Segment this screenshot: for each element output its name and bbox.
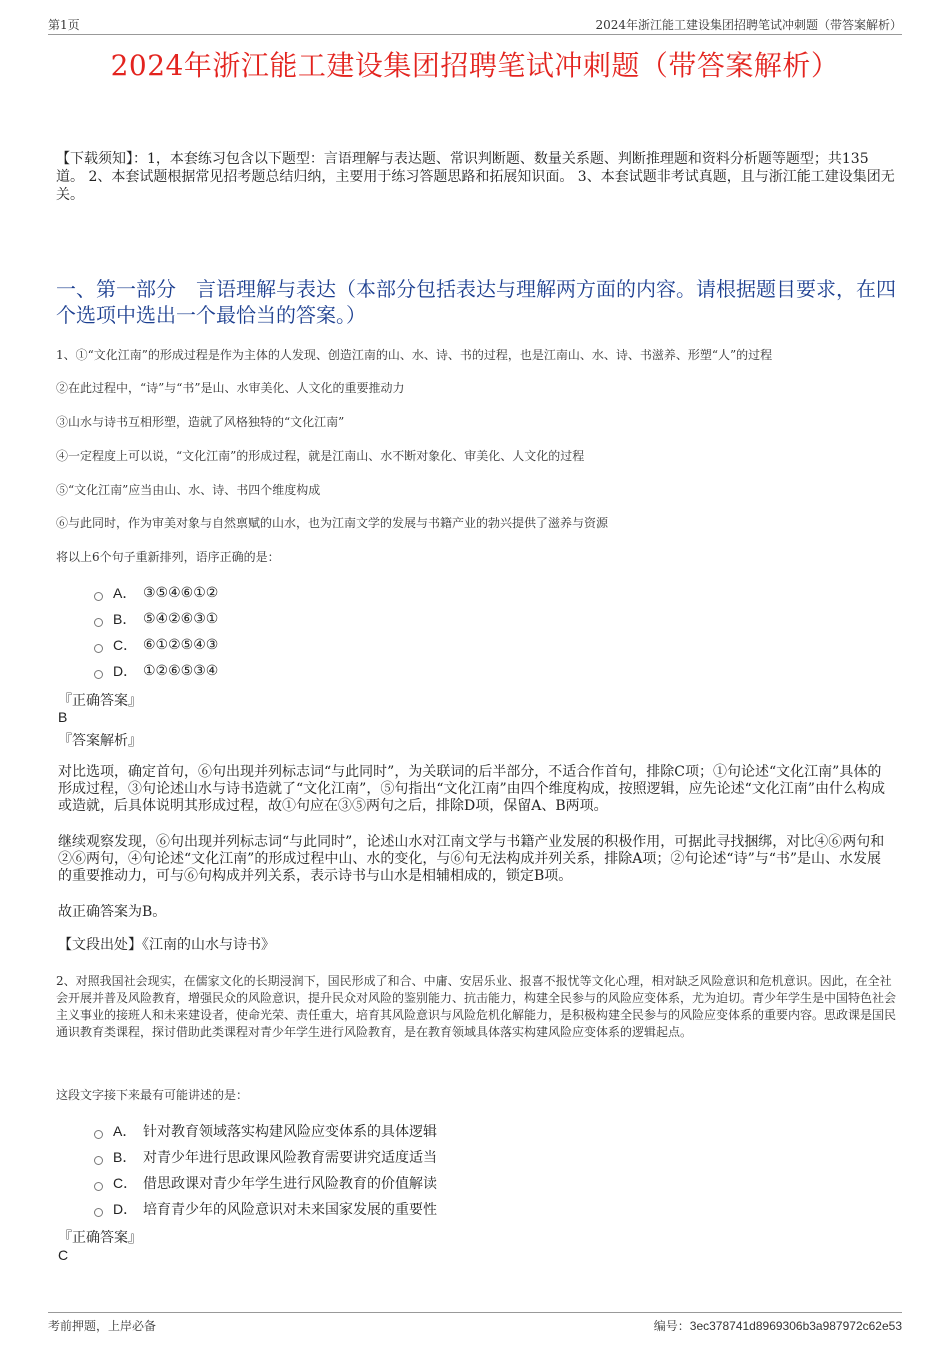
option-letter: C．: [113, 1175, 138, 1191]
option-letter: B．: [113, 611, 137, 627]
page-title: 2024年浙江能工建设集团招聘笔试冲刺题（带答案解析）: [110, 49, 840, 82]
q1-explanation-1: 对比选项，确定首句，⑥句出现并列标志词“与此同时”，为关联词的后半部分，不适合作首句，排除C项；①句论述“文化江南”具体的形成过程，③句论述山水与诗书造就了“文化江南”，⑤句指出“文化江南”由四个维度构成，按照逻辑，应先论述“文化江南”由什么构成或造就，后具体说明其形成过程，故①句应在③⑤两句之后，排除D项，保留A、B两项。: [58, 764, 885, 814]
option-text: 对青少年进行思政课风险教育需要讲究适度适当: [143, 1150, 437, 1166]
footer-slogan: 考前押题，上岸必备: [48, 1319, 157, 1333]
q2-option-b[interactable]: [94, 1144, 794, 1170]
q1-option-a[interactable]: [94, 580, 794, 606]
option-text: 培育青少年的风险意识对未来国家发展的重要性: [143, 1202, 437, 1218]
option-letter: D．: [113, 663, 138, 679]
q2-answer: C: [58, 1247, 69, 1263]
radio-icon[interactable]: [94, 618, 103, 627]
q2-option-c[interactable]: [94, 1170, 794, 1196]
footer-code-label: 编号：: [653, 1319, 690, 1333]
q1-explanation-2: 继续观察发现，⑥句出现并列标志词“与此同时”，论述山水对江南文学与书籍产业发展的积极作用，可据此寻找捆绑，对比④⑥两句和②⑥两句，④句论述“文化江南”的形成过程中山、水的变化，与⑥句无法构成并列关系，排除A项；②句论述“诗”与“书”是山、水发展的重要推动力，可与⑥句构成并列关系，表示诗书与山水是相辅相成的，锁定B项。: [58, 834, 885, 884]
footer-code-block: [654, 1317, 902, 1334]
q2-option-a[interactable]: [94, 1118, 794, 1144]
option-text: ⑤④②⑥③①: [143, 611, 219, 627]
q1-answer: B: [58, 709, 68, 725]
q1-option-c[interactable]: [94, 632, 794, 658]
q1-sentence-5: ⑤“文化江南”应当由山、水、诗、书四个维度构成: [56, 483, 321, 497]
radio-icon[interactable]: [94, 1130, 103, 1139]
q2-answer-label: 『正确答案』: [58, 1230, 142, 1246]
option-text: 针对教育领域落实构建风险应变体系的具体逻辑: [143, 1124, 437, 1140]
q2-stem: 2、对照我国社会现实，在儒家文化的长期浸润下，国民形成了和合、中庸、安居乐业、报喜不报忧等文化心理，相对缺乏风险意识和危机意识。因此，在全社会开展并普及风险教育，增强民众的风险意识，提升民众对风险的鉴别能力、抗击能力，构建全民参与的风险应变体系，尤为迫切。青少年学生是中国特色社会主义事业的接班人和未来建设者，使命光荣、责任重大，培育其风险意识与风险危机化解能力，是积极构建全民参与的风险应变体系的重要内容。思政课是国民通识教育类课程，探讨借助此类课程对青少年学生进行风险教育，是在教育领域具体落实构建风险应变体系的逻辑起点。: [56, 974, 897, 1039]
option-letter: A．: [113, 1123, 137, 1139]
q1-sentence-6: ⑥与此同时，作为审美对象与自然禀赋的山水，也为江南文学的发展与书籍产业的勃兴提供了滋养与资源: [56, 516, 609, 530]
option-text: ①②⑥⑤③④: [143, 663, 219, 679]
option-letter: D．: [113, 1201, 138, 1217]
page-number: 第1页: [48, 18, 80, 32]
option-letter: B．: [113, 1149, 137, 1165]
option-letter: A．: [113, 585, 137, 601]
header-doc-title: 2024年浙江能工建设集团招聘笔试冲刺题（带答案解析）: [595, 18, 902, 32]
q1-sentence-3: ③山水与诗书互相形塑，造就了风格独特的“文化江南”: [56, 415, 345, 429]
radio-icon[interactable]: [94, 670, 103, 679]
radio-icon[interactable]: [94, 1208, 103, 1217]
option-letter: C．: [113, 637, 138, 653]
option-text: ⑥①②⑤④③: [143, 637, 219, 653]
page-header: [48, 14, 902, 35]
radio-icon[interactable]: [94, 644, 103, 653]
q1-sentence-1: 1、①“文化江南”的形成过程是作为主体的人发现、创造江南的山、水、诗、书的过程，也是江南山、水、诗、书滋养、形塑“人”的过程: [56, 348, 773, 362]
q2-prompt: 这段文字接下来最有可能讲述的是：: [56, 1088, 249, 1102]
radio-icon[interactable]: [94, 592, 103, 601]
q1-sentence-4: ④一定程度上可以说，“文化江南”的形成过程，就是江南山、水不断对象化、审美化、人文化的过程: [56, 449, 585, 463]
q1-options: [94, 580, 794, 684]
option-text: ③⑤④⑥①②: [143, 585, 219, 601]
q1-prompt: 将以上6个句子重新排列，语序正确的是：: [56, 550, 280, 564]
page-footer: [48, 1312, 902, 1337]
option-text: 借思政课对青少年学生进行风险教育的价值解读: [143, 1176, 437, 1192]
q1-answer-label: 『正确答案』: [58, 693, 142, 709]
q2-option-d[interactable]: [94, 1196, 794, 1222]
radio-icon[interactable]: [94, 1182, 103, 1191]
q2-options: [94, 1118, 794, 1222]
q1-sentence-2: ②在此过程中，“诗”与“书”是山、水审美化、人文化的重要推动力: [56, 381, 405, 395]
q1-analysis-label: 『答案解析』: [58, 733, 142, 749]
q1-source: 【文段出处】《江南的山水与诗书》: [58, 937, 275, 953]
section-heading: 一、第一部分 言语理解与表达（本部分包括表达与理解两方面的内容。请根据题目要求，在四个选项中选出一个最恰当的答案。）: [56, 277, 896, 327]
q1-option-b[interactable]: [94, 606, 794, 632]
footer-code: 3ec378741d8969306b3a987972c62e53: [689, 1319, 902, 1333]
download-notice: 【下载须知】：1，本套练习包含以下题型：言语理解与表达题、常识判断题、数量关系题、判断推理题和资料分析题等题型；共135道。 2、本套试题根据常见招考题总结归纳，主要用于练习答题思路和拓展知识面。 3、本套试题非考试真题，且与浙江能工建设集团无关。: [56, 151, 895, 203]
radio-icon[interactable]: [94, 1156, 103, 1165]
q1-explanation-3: 故正确答案为B。: [58, 904, 167, 920]
q1-option-d[interactable]: [94, 658, 794, 684]
